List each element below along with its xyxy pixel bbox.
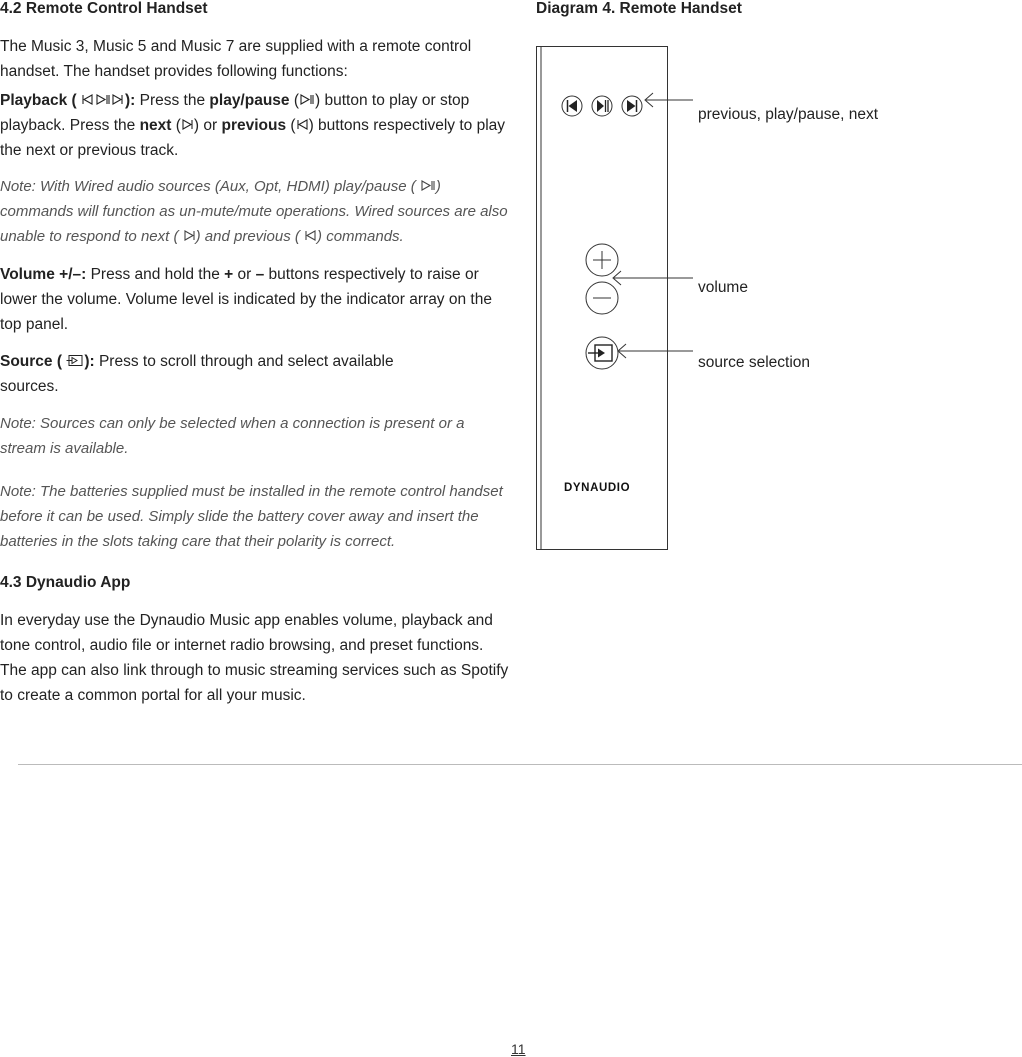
remote-drawing	[536, 0, 1022, 560]
next-icon	[181, 118, 194, 131]
footer-divider	[18, 764, 1022, 765]
section-heading-app: 4.3 Dynaudio App	[0, 574, 131, 591]
note-wired-sources: Note: With Wired audio sources (Aux, Opt, HDMI) play/pause ( ) commands will function as un-mute/mute operations. Wired sources are also unable to respond to next ( ) and previous ( ) commands.	[0, 178, 508, 245]
label-source-selection: source selection	[698, 354, 811, 371]
play-pause-icon	[299, 93, 315, 106]
source-button-icon	[586, 337, 618, 369]
play-pause-icon	[420, 179, 436, 192]
play-pause-term: play/pause	[209, 92, 290, 109]
volume-paragraph: Volume +/–: Press and hold the + or – buttons respectively to raise or lower the volume. Volume level is indicated by the indicator array on the top panel.	[0, 266, 492, 333]
volume-minus-button-icon	[586, 282, 618, 314]
note-sources: Note: Sources can only be selected when a connection is present or a stream is available.	[0, 415, 465, 457]
next-button-icon	[622, 96, 642, 116]
next-icon	[183, 229, 196, 242]
label-transport: previous, play/pause, next	[698, 106, 879, 123]
diagram-remote-handset	[536, 0, 1022, 560]
playback-title: Playback (	[0, 92, 77, 109]
section-heading-remote: 4.2 Remote Control Handset	[0, 0, 208, 17]
volume-title: Volume +/–:	[0, 266, 87, 283]
transport-icons	[81, 93, 125, 106]
previous-icon	[296, 118, 309, 131]
app-paragraph: In everyday use the Dynaudio Music app enables volume, playback and tone control, audio file or internet radio browsing, and preset functions. The app can also link through to music streaming services such as Spotify to create a common portal for all your music.	[0, 612, 509, 704]
source-paragraph: Source ( ): Press to scroll through and select available sources.	[0, 353, 394, 395]
diagram-title: Diagram 4. Remote Handset	[536, 0, 742, 17]
source-icon	[66, 354, 84, 367]
playback-paragraph: Playback ( ): Press the play/pause ( ) button to play or stop playback. Press the next ( ) or previous ( ) buttons respectively to play the next or previous track.	[0, 92, 506, 159]
intro-paragraph: The Music 3, Music 5 and Music 7 are supplied with a remote control handset. The handset provides following functions:	[0, 38, 472, 80]
source-title: Source (	[0, 353, 63, 370]
previous-term: previous	[221, 117, 287, 134]
dynaudio-logo: DYNAUDIO	[564, 482, 631, 494]
left-column	[0, 0, 510, 708]
callout-arrows	[613, 93, 693, 358]
note-batteries: Note: The batteries supplied must be installed in the remote control handset before it can be used. Simply slide the battery cover away and insert the batteries in the slots taking care that their polarity is correct.	[0, 483, 503, 550]
source-title-end: ):	[84, 353, 95, 370]
previous-icon	[304, 229, 317, 242]
page-number: 11	[511, 1041, 526, 1057]
label-volume: volume	[698, 279, 748, 296]
next-term: next	[139, 117, 172, 134]
playback-title-end: ):	[125, 92, 136, 109]
volume-plus-button-icon	[586, 244, 618, 276]
play-pause-button-icon	[592, 96, 612, 116]
previous-button-icon	[562, 96, 582, 116]
